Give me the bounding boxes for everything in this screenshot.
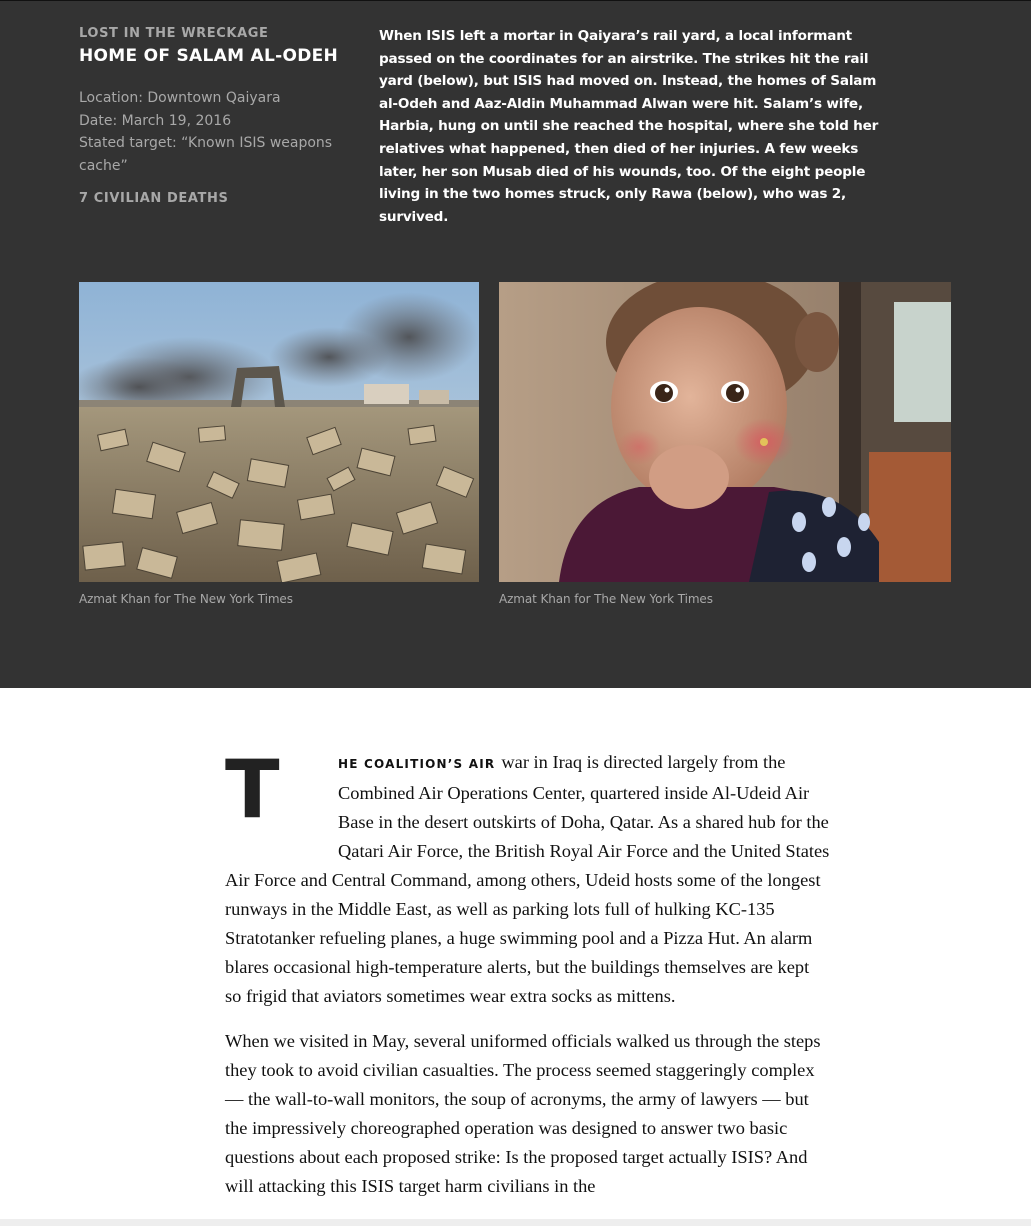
death-count: 7 CIVILIAN DEATHS	[79, 191, 229, 206]
paragraph-2: When we visited in May, several uniformed officials walked us through the steps they took to avoid civilian casualties. The process seemed staggeringly complex — the wall-to-wall monitors, the soup of acronyms, the army of lawyers — but the impressively choreographed operation was designed to answer two basic questions about each proposed strike: Is the proposed target actually ISIS? And will attacking this ISIS target harm civilians in the	[225, 1031, 821, 1196]
section-kicker: LOST IN THE WRECKAGE	[79, 26, 269, 41]
location-fact: Location: Downtown Qaiyara	[79, 90, 281, 106]
lead-in: HE COALITION’S AIR	[338, 757, 496, 771]
case-summary: When ISIS left a mortar in Qaiyara’s rail yard, a local informant passed on the coordinates for an airstrike. The strikes hit the rail yard (below), but ISIS had moved on. Instead, the homes of Salam al-Odeh and Aaz-Aldin Muhammad Alwan were hit. Salam’s wife, Harbia, hung on until she reached the hospital, where she told her relatives what happened, then died of her injuries. A few weeks later, her son Musab died of his wounds, too. Of the eight people living in the two homes struck, only Rawa (below), who was 2, survived.	[379, 28, 879, 225]
target-fact: Stated target: “Known ISIS weapons cache”	[79, 135, 333, 174]
case-facts	[79, 87, 349, 177]
scroll-edge	[0, 1219, 1031, 1226]
child-photo	[499, 282, 951, 582]
child-portrait-image	[499, 282, 951, 582]
case-headline: HOME OF SALAM AL-ODEH	[79, 46, 339, 66]
date-fact: Date: March 19, 2016	[79, 112, 232, 129]
photo-credit-right: Azmat Khan for The New York Times	[499, 592, 713, 606]
rubble-image	[79, 282, 479, 582]
drop-cap: T	[225, 743, 280, 836]
rubble-photo	[79, 282, 479, 582]
paragraph-1-text: war in Iraq is directed largely from the Combined Air Operations Center, quartered inside Al-Udeid Air Base in the desert outskirts of Doha, Qatar. As a shared hub for the Qatari Air Force, the British Royal Air Force and the United States Air Force and Central Command, among others, Udeid hosts some of the longest runways in the Middle East, as well as parking lots full of hulking KC-135 Stratotanker refueling planes, a huge swimming pool and a Pizza Hut. An alarm blares occasional high-temperature alerts, but the buildings themselves are kept so frigid that aviators sometimes wear extra socks as mittens.	[225, 752, 830, 1006]
case-meta	[79, 25, 349, 206]
article-body	[225, 743, 830, 1201]
photo-credit-left: Azmat Khan for The New York Times	[79, 592, 293, 606]
